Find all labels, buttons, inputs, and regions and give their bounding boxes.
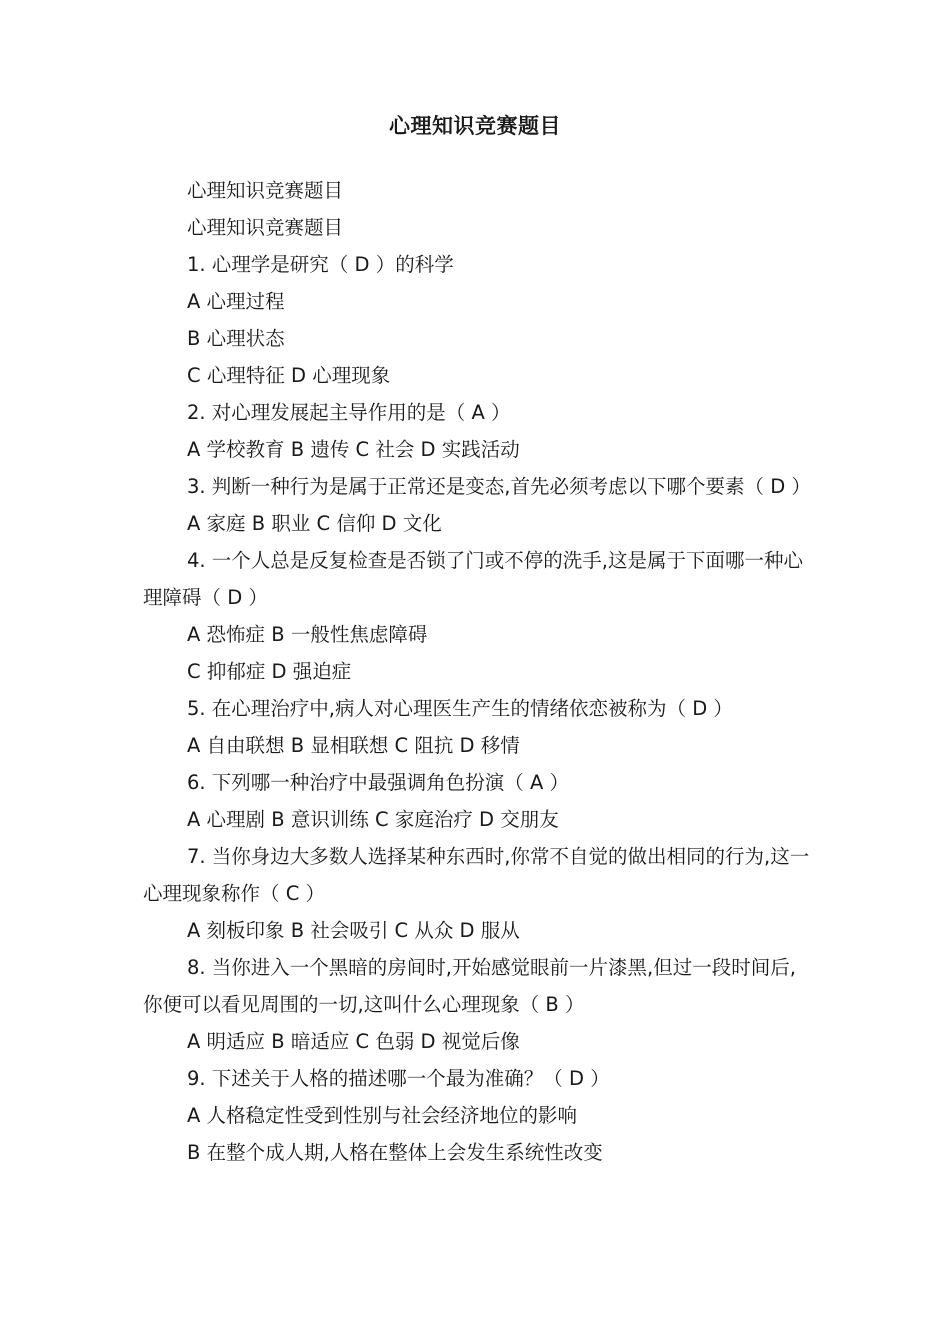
document-title: 心理知识竞赛题目 [389, 114, 561, 138]
question-1-option: C 心理特征 D 心理现象 [187, 364, 391, 387]
question-2-options: A 学校教育 B 遗传 C 社会 D 实践活动 [187, 438, 520, 461]
paragraph-subtitle: 心理知识竞赛题目 [187, 179, 344, 202]
question-4-option: A 恐怖症 B 一般性焦虑障碍 [187, 623, 428, 646]
question-5-options: A 自由联想 B 显相联想 C 阻抗 D 移情 [187, 734, 520, 757]
question-9: 9. 下述关于人格的描述哪一个最为准确？（ D ） [187, 1067, 610, 1090]
question-8: 8. 当你进入一个黑暗的房间时,开始感觉眼前一片漆黑,但过一段时间后,你便可以看见周围的一切,这叫什么心理现象（ B ） [143, 956, 796, 1016]
question-1: 1. 心理学是研究（ D ）的科学 [187, 253, 454, 276]
question-1-option: B 心理状态 [187, 327, 285, 350]
document-body [143, 172, 811, 1171]
question-4: 4. 一个人总是反复检查是否锁了门或不停的洗手,这是属于下面哪一种心理障碍（ D ） [143, 549, 804, 609]
question-9-option: A 人格稳定性受到性别与社会经济地位的影响 [187, 1104, 578, 1127]
question-8-options: A 明适应 B 暗适应 C 色弱 D 视觉后像 [187, 1030, 520, 1053]
question-3: 3. 判断一种行为是属于正常还是变态,首先必须考虑以下哪个要素（ D ） [187, 475, 811, 498]
paragraph-subtitle: 心理知识竞赛题目 [187, 216, 344, 239]
question-2: 2. 对心理发展起主导作用的是（ A ） [187, 401, 511, 424]
question-6-options: A 心理剧 B 意识训练 C 家庭治疗 D 交朋友 [187, 808, 559, 831]
question-6: 6. 下列哪一种治疗中最强调角色扮演（ A ） [187, 771, 570, 794]
question-7-options: A 刻板印象 B 社会吸引 C 从众 D 服从 [187, 919, 520, 942]
question-3-options: A 家庭 B 职业 C 信仰 D 文化 [187, 512, 442, 535]
question-4-option: C 抑郁症 D 强迫症 [187, 660, 352, 683]
question-5: 5. 在心理治疗中,病人对心理医生产生的情绪依恋被称为（ D ） [187, 697, 733, 720]
question-7: 7. 当你身边大多数人选择某种东西时,你常不自觉的做出相同的行为,这一心理现象称作（ C ） [143, 845, 810, 905]
question-1-option: A 心理过程 [187, 290, 285, 313]
question-9-option: B 在整个成人期,人格在整体上会发生系统性改变 [187, 1141, 603, 1164]
